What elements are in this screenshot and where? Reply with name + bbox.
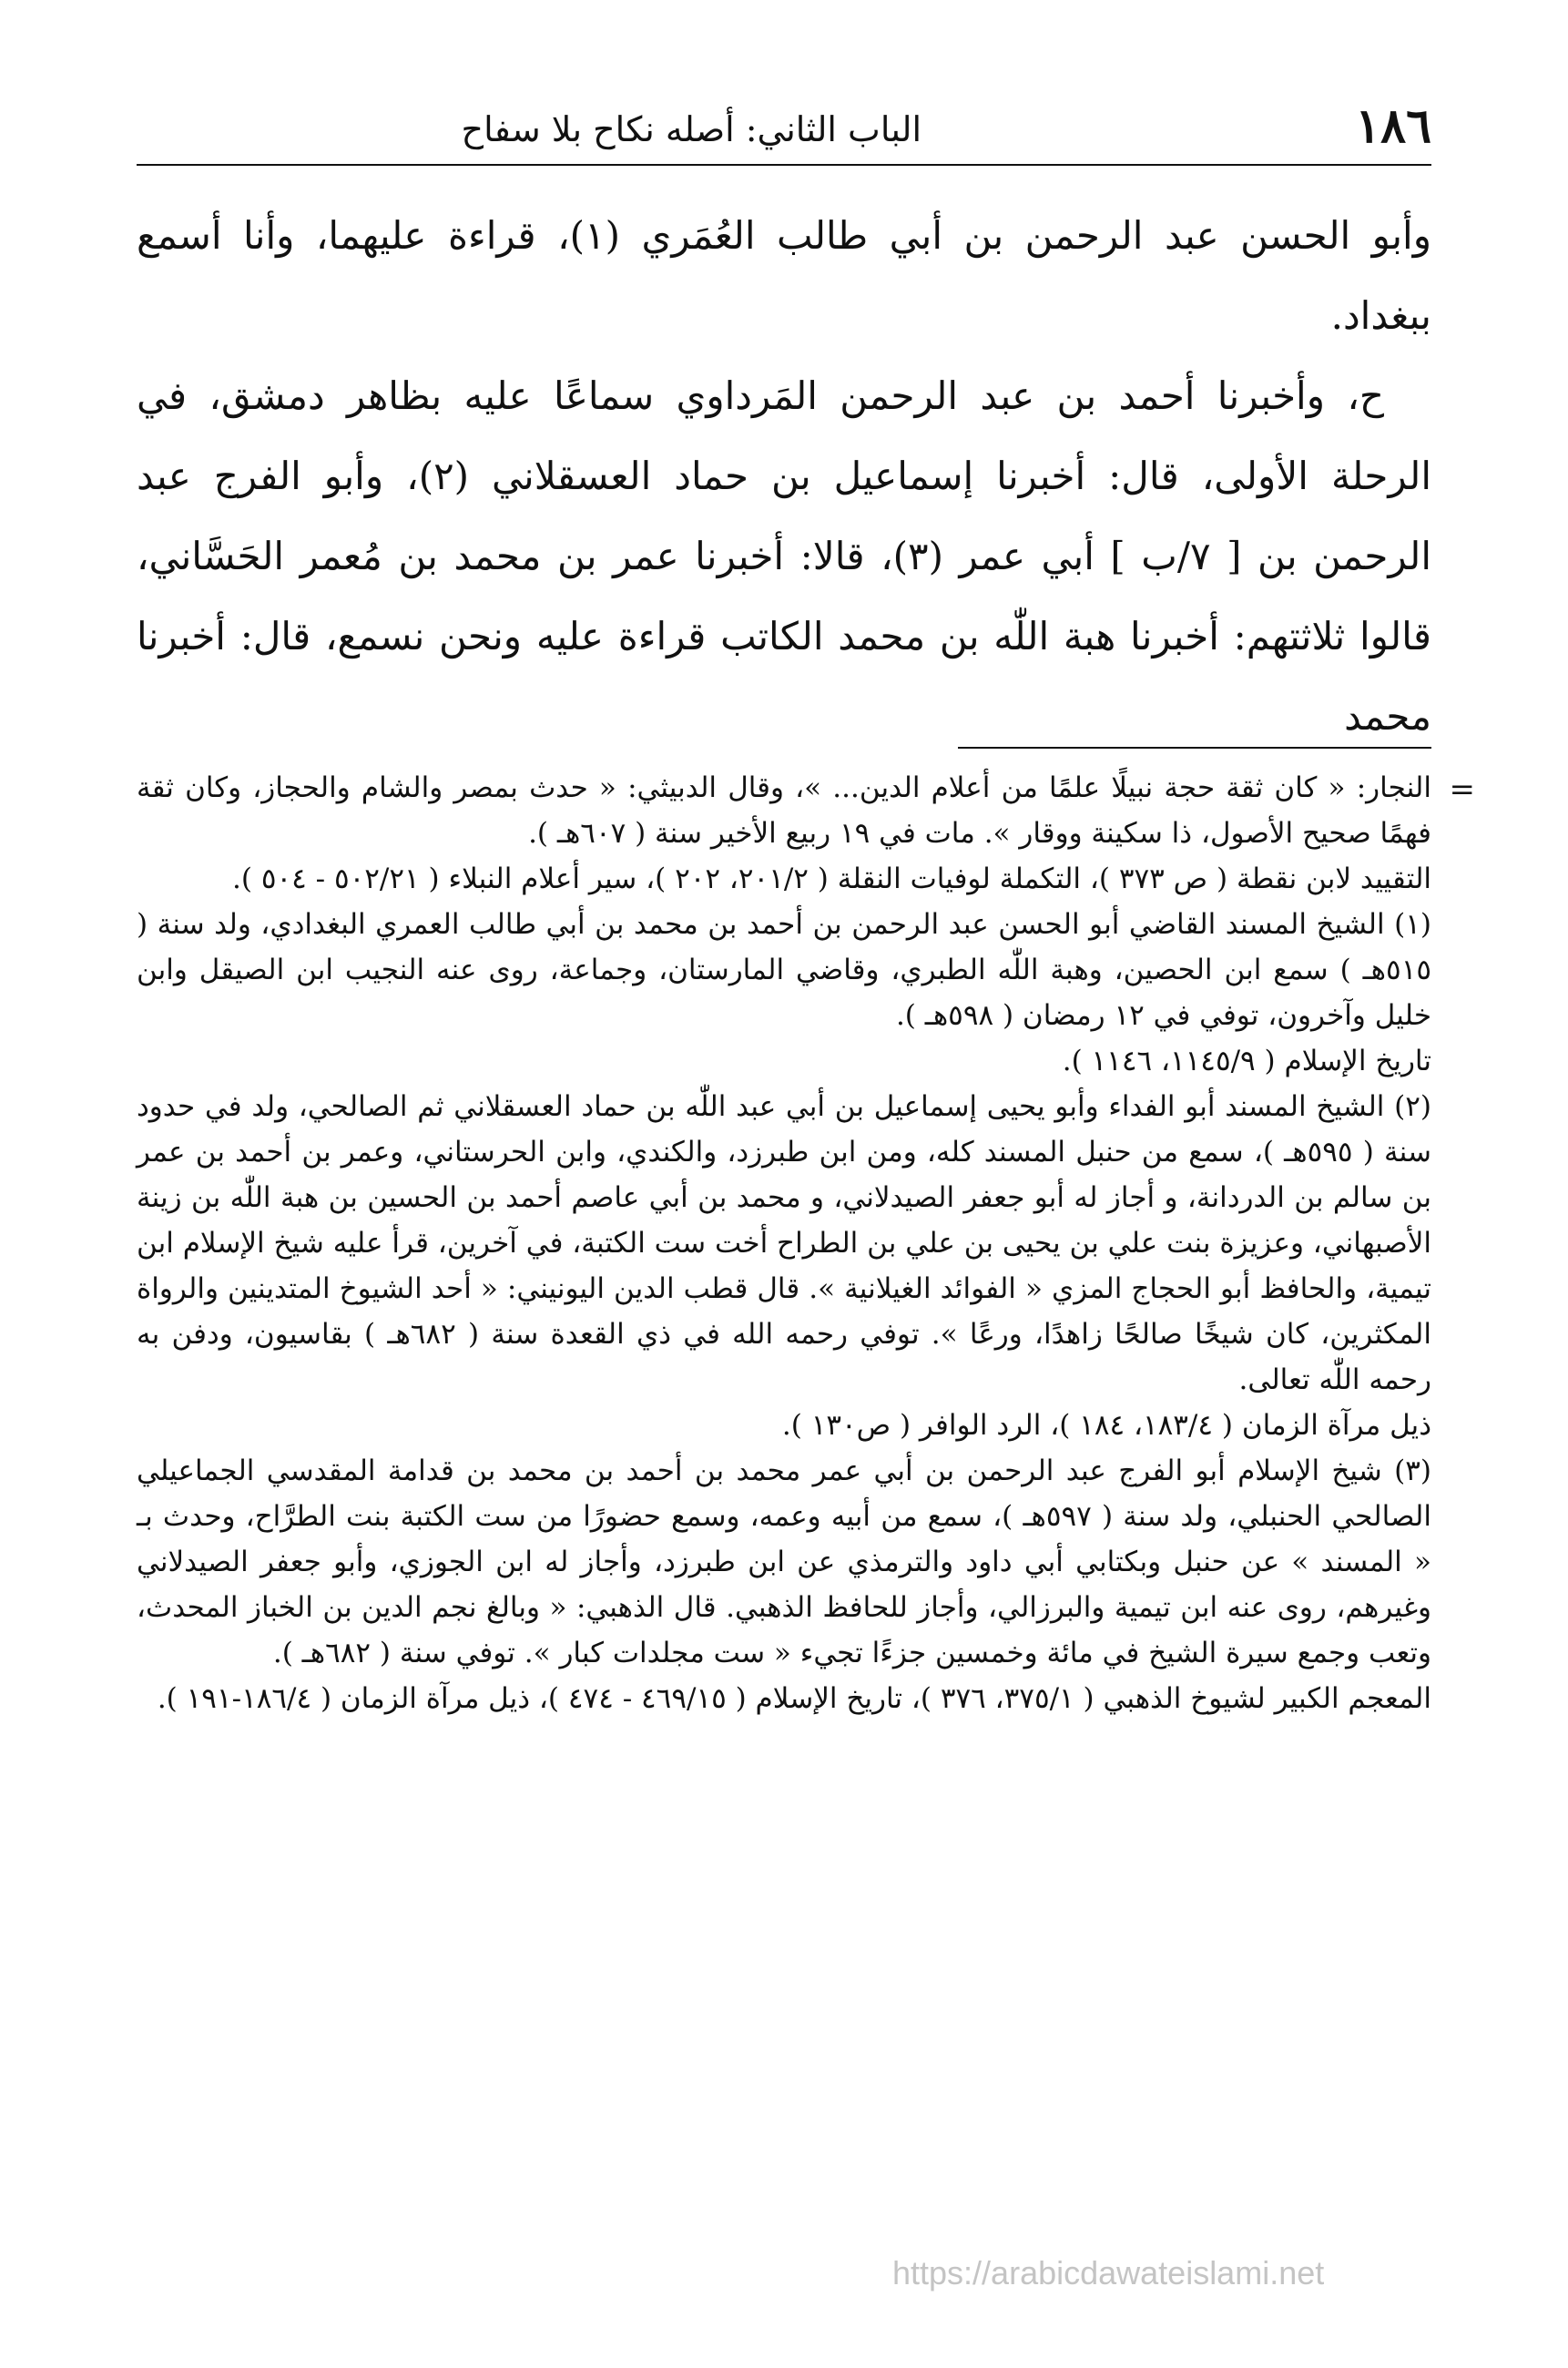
footnote-continuation-sources: التقييد لابن نقطة ( ص ٣٧٣ )، التكملة لوفيات النقلة ( ٢٠١/٢، ٢٠٢ )، سير أعلام النبلاء ( ٥٠٢/٢١ - ٥٠٤ ). <box>232 862 1431 895</box>
watermark-url: https://arabicdawateislami.net <box>892 2254 1325 2291</box>
footnote-separator <box>958 747 1431 749</box>
main-paragraph-2: ح، وأخبرنا أحمد بن عبد الرحمن المَرداوي سماعًا عليه بظاهر دمشق، في الرحلة الأولى، قال: أخبرنا إسماعيل بن حماد العسقلاني (٢)، وأبو الفرج عبد الرحمن بن [ ٧/ب ] أبي عمر (٣)، قالا: أخبرنا عمر بن محمد بن مُعمر الحَسَّاني، قالوا ثلاثتهم: أخبرنا هبة اللّٰه بن محمد الكاتب قراءة عليه ونحن نسمع، قال: أخبرنا محمد <box>137 373 1431 739</box>
footnote-1: (١) الشيخ المسند القاضي أبو الحسن عبد الرحمن بن أحمد بن محمد بن أبي طالب العمري البغدادي، ولد سنة ( ٥١٥هـ ) سمع ابن الحصين، وهبة اللّٰه الطبري، وقاضي المارستان، وجماعة، روى عنه النجيب ابن الصيقل وابن خليل وآخرون، توفي في ١٢ رمضان ( ٥٩٨هـ ). <box>137 908 1431 1032</box>
page-number: ١٨٦ <box>1355 98 1431 154</box>
page-header <box>137 91 1431 166</box>
footnote-2-sources: ذيل مرآة الزمان ( ١٨٣/٤، ١٨٤ )، الرد الوافر ( ص١٣٠ ). <box>781 1409 1431 1442</box>
footnote-continuation-mark: = <box>1449 771 1475 808</box>
footnotes <box>137 765 1475 1721</box>
footnote-1-sources: تاريخ الإسلام ( ١١٤٥/٩، ١١٤٦ ). <box>1062 1045 1431 1077</box>
footnote-continuation: النجار: « كان ثقة حجة نبيلًا علمًا من أعلام الدين... »، وقال الدبيثي: « حدث بمصر والشام والحجاز، وكان ثقة فهمًا صحيح الأصول، ذا سكينة ووقار ». مات في ١٩ ربيع الأخير سنة ( ٦٠٧هـ ). <box>137 771 1431 850</box>
footnote-3: (٣) شيخ الإسلام أبو الفرج عبد الرحمن بن أبي عمر محمد بن أحمد بن محمد بن قدامة المقدسي الجماعيلي الصالحي الحنبلي، ولد سنة ( ٥٩٧هـ )، سمع من أبيه وعمه، وسمع حضورًا من ست الكتبة بنت الطرَّاح، وحدث بـ « المسند » عن حنبل وبكتابي أبي داود والترمذي عن ابن طبرزد، وأجاز له ابن الجوزي، وأبو جعفر الصيدلاني وغيرهم، روى عنه ابن تيمية والبرزالي، وأجاز للحافظ الذهبي. قال الذهبي: « وبالغ نجم الدين بن الخباز المحدث، وتعب وجمع سيرة الشيخ في مائة وخمسين جزءًا تجيء « ست مجلدات كبار ». توفي سنة ( ٦٨٢هـ ). <box>137 1454 1431 1669</box>
main-text <box>137 196 1431 757</box>
main-paragraph-1: وأبو الحسن عبد الرحمن بن أبي طالب العُمَري (١)، قراءة عليهما، وأنا أسمع ببغداد. <box>137 213 1431 338</box>
running-title: الباب الثاني: أصله نكاح بلا سفاح <box>461 109 921 149</box>
footnote-2: (٢) الشيخ المسند أبو الفداء وأبو يحيى إسماعيل بن أبي عبد اللّٰه بن حماد العسقلاني ثم الصالحي، ولد في حدود سنة ( ٥٩٥هـ )، سمع من حنبل المسند كله، ومن ابن طبرزد، والكندي، وابن الحرستاني، وعمر بن أحمد بن عمر بن سالم بن الدردانة، و أجاز له أبو جعفر الصيدلاني، و محمد بن أبي عاصم أحمد بن الحسين بن هبة اللّٰه بن زينة الأصبهاني، وعزيزة بنت علي بن يحيى بن علي بن الطراح أخت ست الكتبة، في آخرين، قرأ عليه شيخ الإسلام ابن تيمية، والحافظ أبو الحجاج المزي « الفوائد الغيلانية ». قال قطب الدين اليونيني: « أحد الشيوخ المتدينين والرواة المكثرين، كان شيخًا صالحًا زاهدًا، ورعًا ». توفي رحمه الله في ذي القعدة سنة ( ٦٨٢هـ ) بقاسيون، ودفن به رحمه اللّٰه تعالى. <box>137 1090 1431 1396</box>
footnote-3-sources: المعجم الكبير لشيوخ الذهبي ( ٣٧٥/١، ٣٧٦ )، تاريخ الإسلام ( ٤٦٩/١٥ - ٤٧٤ )، ذيل مرآة الزمان ( ١٨٦/٤-١٩١ ). <box>157 1682 1431 1715</box>
